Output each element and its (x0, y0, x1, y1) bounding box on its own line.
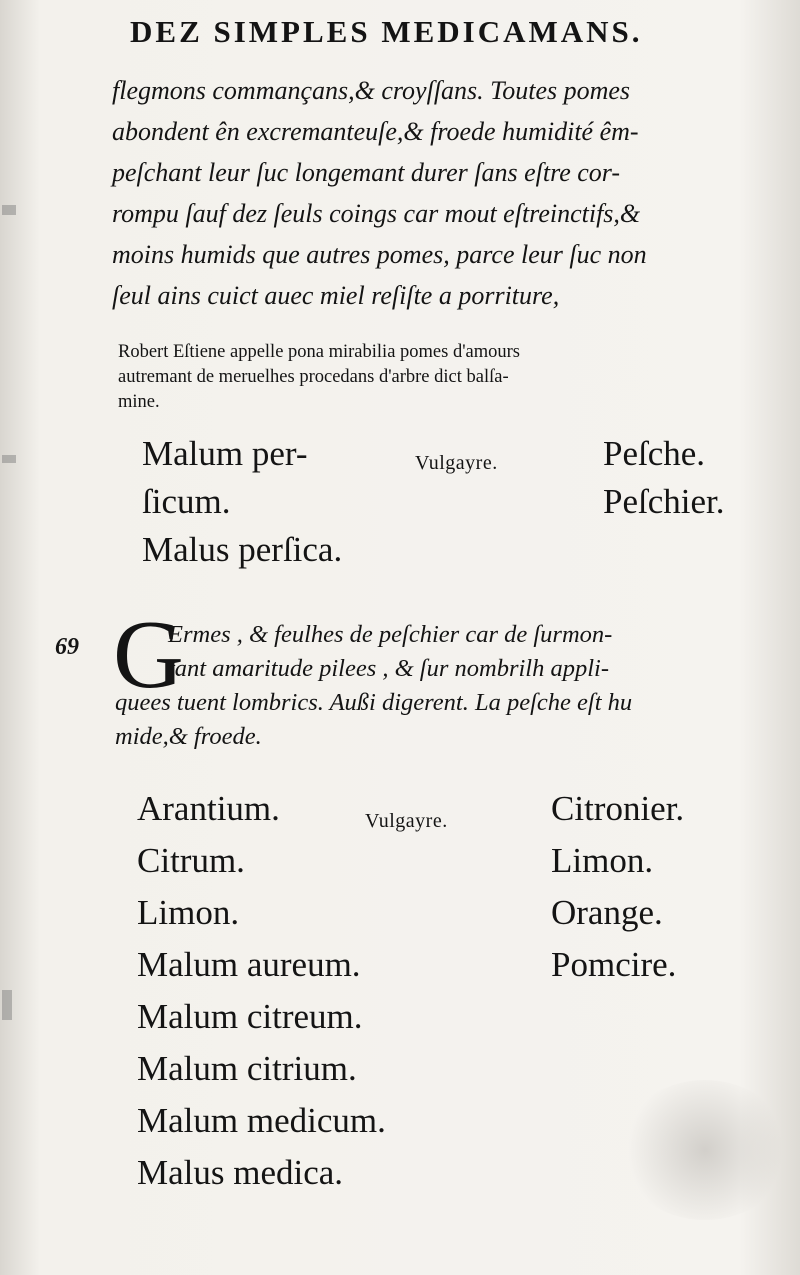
folio-number: 69 (55, 634, 79, 660)
paragraph-apples (112, 70, 762, 316)
text-line: Robert Eſtiene appelle pona mirabilia pomes d'amours (118, 342, 520, 362)
french-name: Citronier. (551, 789, 685, 828)
latin-name: Malum medicum. (137, 1101, 386, 1140)
text-line: Ermes , & feulhes de peſchier car de ſurmon- (168, 621, 613, 648)
text-line: mine. (118, 392, 160, 412)
french-name: Limon. (551, 841, 654, 880)
latin-name: Arantium. (137, 789, 280, 828)
text-line: abondent ên excremanteuſe,& froede humidité êm- (112, 117, 639, 146)
latin-name: Malus perſica. (142, 530, 343, 569)
latin-name: Malum aureum. (137, 945, 361, 984)
running-header: DEZ SIMPLES MEDICAMANS. (130, 14, 643, 49)
latin-name: Malum per- (142, 434, 308, 473)
text-line: tant amaritude pilees , & ſur nombrilh appli- (168, 655, 609, 682)
paragraph-peach-first-lines (168, 618, 768, 686)
peach-latin-names (142, 430, 342, 574)
latin-name: Citrum. (137, 841, 245, 880)
margin-ink-speck (2, 990, 12, 1020)
latin-name: Malus medica. (137, 1153, 344, 1192)
french-name: Orange. (551, 893, 663, 932)
text-line: moins humids que autres pomes, parce leur ſuc non (112, 240, 647, 269)
text-line: ſeul ains cuict auec miel reſiſte a porriture, (112, 281, 560, 310)
latin-name: Malum citreum. (137, 997, 363, 1036)
text-line: autremant de meruelhes procedans d'arbre dict balſa- (118, 367, 509, 387)
text-line: flegmons commançans,& croyſſans. Toutes pomes (112, 76, 631, 105)
peach-french-names (603, 430, 725, 526)
vulgar-label: Vulgayre. (415, 452, 498, 474)
french-name: Peſche. (603, 434, 706, 473)
margin-ink-speck (2, 455, 16, 463)
note-estiene (118, 340, 763, 415)
page-stain (620, 1080, 790, 1220)
paragraph-peach-continuation (115, 686, 765, 754)
vulgar-label: Vulgayre. (365, 810, 448, 832)
latin-name: Limon. (137, 893, 240, 932)
text-line: mide,& froede. (115, 723, 262, 750)
text-line: rompu ſauf dez ſeuls coings car mout eſtreinctifs,& (112, 199, 641, 228)
latin-name: ſicum. (142, 482, 231, 521)
margin-ink-speck (2, 205, 16, 215)
citrus-latin-names (137, 783, 386, 1199)
text-line: peſchant leur ſuc longemant durer ſans eſtre cor- (112, 158, 621, 187)
drop-cap: G (113, 601, 184, 709)
citrus-french-names (551, 783, 684, 991)
text-line: quees tuent lombrics. Außi digerent. La peſche eſt hu (115, 689, 633, 716)
french-name: Pomcire. (551, 945, 677, 984)
french-name: Peſchier. (603, 482, 725, 521)
latin-name: Malum citrium. (137, 1049, 357, 1088)
